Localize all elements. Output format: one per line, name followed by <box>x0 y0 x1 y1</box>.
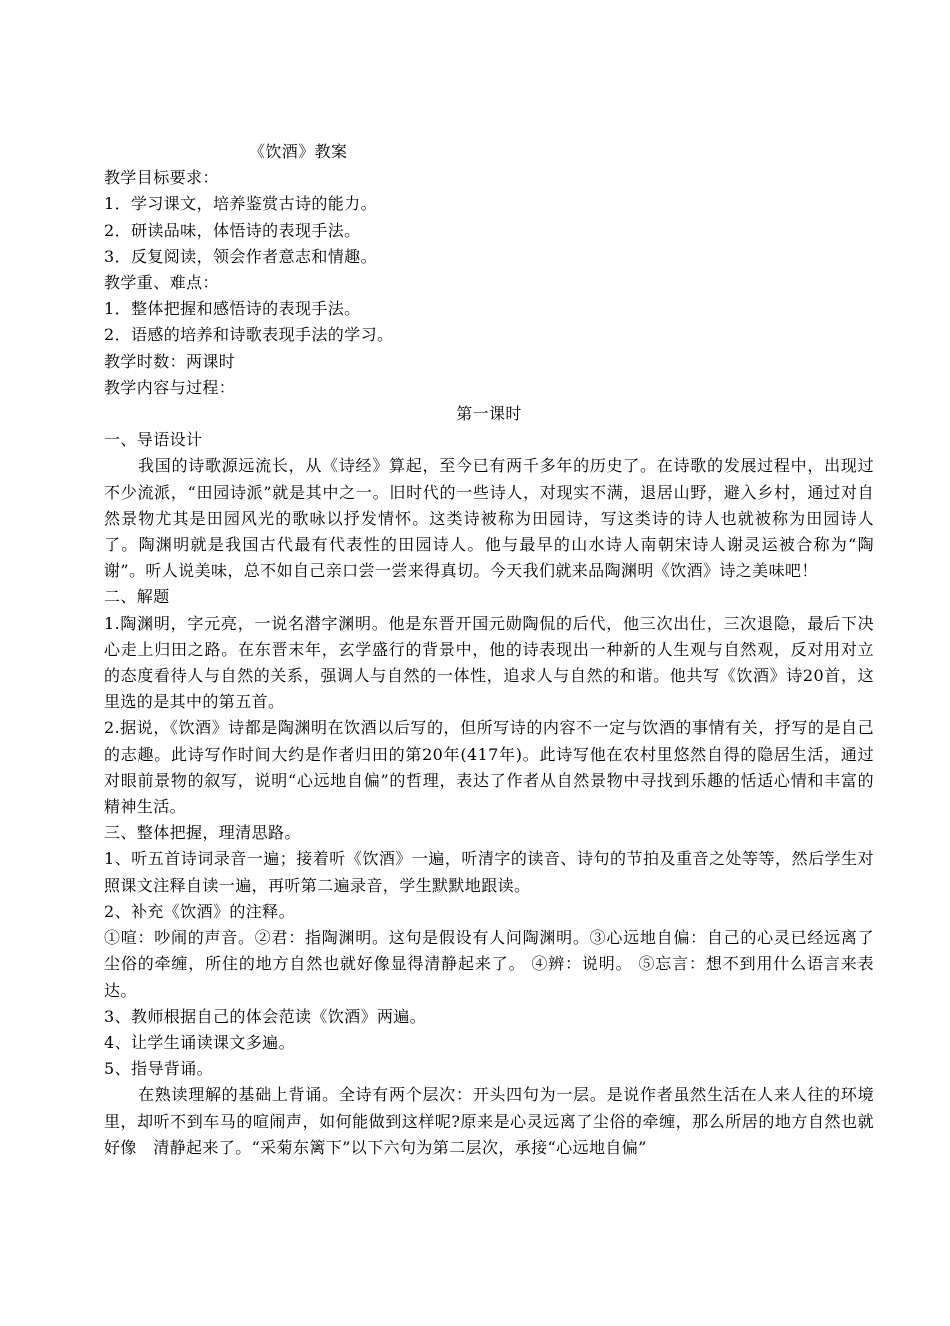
step-1: 1、听五首诗词录音一遍；接着听《饮酒》一遍，听清字的读音、诗句的节拍及重音之处等等，然后学生对照课文注释自读一遍，再听第二遍录音，学生默默地跟读。 <box>104 849 874 895</box>
objective-item: 3．反复阅读，领会作者意志和情趣。 <box>104 246 377 266</box>
lesson-heading: 第一课时 <box>456 404 522 424</box>
process-heading: 教学内容与过程： <box>104 377 236 397</box>
objective-item: 2．研读品味，体悟诗的表现手法。 <box>104 220 361 240</box>
key-point-item: 1．整体把握和感悟诗的表现手法。 <box>104 299 361 319</box>
explain-paragraph-1: 1.陶渊明，字元亮，一说名潜字渊明。他是东晋开国元勋陶侃的后代，他三次出仕，三次退隐，最后下决心走上归田之路。在东晋末年，玄学盛行的背景中，他的诗表现出一种新的人生观与自然观，反对用对立的态度看待人与自然的关系，强调人与自然的一体性，追求人与自然的和谐。他共写《饮酒》诗20首，这里选的是其中的第五首。 <box>104 613 874 712</box>
step-5: 5、指导背诵。 <box>104 1059 213 1079</box>
recite-paragraph: 在熟读理解的基础上背诵。全诗有两个层次：开头四句为一层。是说作者虽然生活在人来人往的环境里，却听不到车马的喧闹声，如何能做到这样呢?原来是心灵远离了尘俗的牵缠，那么所居的地方自然也就好像 清静起来了。“采菊东篱下”以下六句为第二层次，承接“心远地自偏” <box>104 1085 874 1157</box>
document-body <box>104 139 874 1161</box>
document-title: 《饮酒》教案 <box>249 142 348 161</box>
intro-paragraph: 我国的诗歌源远流长，从《诗经》算起，至今已有两千多年的历史了。在诗歌的发展过程中，出现过不少流派，“田园诗派”就是其中之一。旧时代的一些诗人，对现实不满，退居山野，避入乡村，通过对自然景物尤其是田园风光的歌咏以抒发情怀。这类诗被称为田园诗，写这类诗的诗人也就被称为田园诗人了。陶渊明就是我国古代最有代表性的田园诗人。他与最早的山水诗人南朝宋诗人谢灵运被合称为“陶谢”。听人说美味，总不如自己亲口尝一尝来得真切。今天我们就来品陶渊明《饮酒》诗之美味吧！ <box>104 456 874 581</box>
step-2: 2、补充《饮酒》的注释。 <box>104 901 295 921</box>
section-heading-title-explain: 二、解题 <box>104 587 170 607</box>
annotation-notes: ①喧：吵闹的声音。②君：指陶渊明。这句是假设有人问陶渊明。③心远地自偏：自己的心灵已经远离了尘俗的牵缠，所住的地方自然也就好像显得清静起来了。 ④辨：说明。 ⑤忘言：想不到用什么语言来表达。 <box>104 928 874 1000</box>
objective-item: 1．学习课文，培养鉴赏古诗的能力。 <box>104 194 377 214</box>
section-heading-intro: 一、导语设计 <box>104 430 203 450</box>
section-heading-overview: 三、整体把握，理清思路。 <box>104 823 301 843</box>
explain-paragraph-2: 2.据说，《饮酒》诗都是陶渊明在饮酒以后写的，但所写诗的内容不一定与饮酒的事情有关，抒写的是自己的志趣。此诗写作时间大约是作者归田的第20年(417年)。此诗写他在农村里悠然自得的隐居生活，通过对眼前景物的叙写，说明“心远地自偏”的哲理，表达了作者从自然景物中寻找到乐趣的恬适心情和丰富的精神生活。 <box>104 718 874 817</box>
objectives-heading: 教学目标要求： <box>104 168 219 188</box>
step-4: 4、让学生诵读课文多遍。 <box>104 1032 295 1052</box>
key-point-item: 2．语感的培养和诗歌表现手法的学习。 <box>104 325 394 345</box>
step-3: 3、教师根据自己的体会范读《饮酒》两遍。 <box>104 1006 427 1026</box>
teaching-hours: 教学时数：两课时 <box>104 351 236 371</box>
key-points-heading: 教学重、难点： <box>104 273 219 293</box>
